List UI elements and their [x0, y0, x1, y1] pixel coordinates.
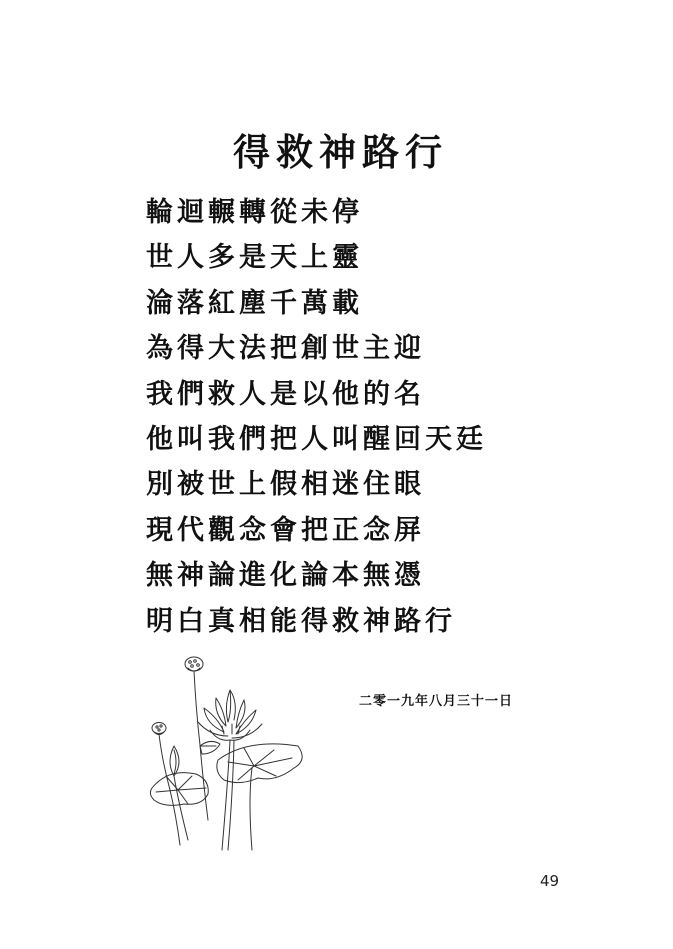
poem-line: 別被世上假相迷住眼 [146, 469, 425, 501]
poem-body [146, 190, 487, 644]
poem-date: 二零一九年八月三十一日 [359, 694, 514, 709]
lotus-illustration [148, 650, 308, 852]
poem-line: 為得大法把創世主迎 [146, 333, 425, 365]
poem-line: 世人多是天上靈 [146, 242, 363, 274]
poem-line: 無神論進化論本無憑 [146, 560, 425, 592]
poem-line: 明白真相能得救神路行 [146, 605, 456, 637]
lotus-leaf-small [200, 741, 220, 754]
poem-line: 輪迴輾轉從未停 [146, 197, 363, 228]
page-number: 49 [540, 872, 560, 890]
lotus-main-flower [198, 690, 262, 850]
poem-title: 得救神路行 [233, 129, 448, 174]
lotus-seedpod-top [185, 657, 208, 820]
lotus-leaf-left [150, 773, 208, 806]
lotus-bud [170, 746, 188, 840]
poem-line: 我們救人是以他的名 [146, 378, 425, 410]
poem-line: 他叫我們把人叫醒回天廷 [146, 423, 487, 455]
poem-line: 淪落紅塵千萬載 [146, 287, 363, 319]
poem-line: 現代觀念會把正念屏 [146, 514, 425, 546]
